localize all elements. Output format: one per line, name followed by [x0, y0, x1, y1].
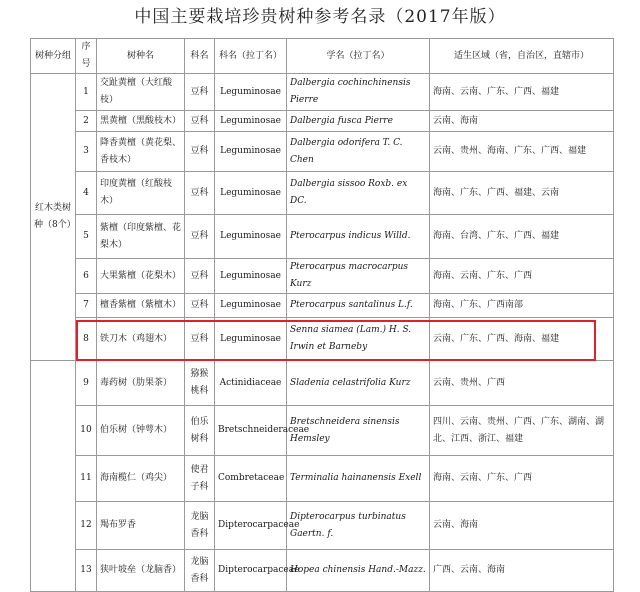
scientific-name: Dalbergia fusca Pierre — [287, 111, 430, 132]
family-latin: Leguminosae — [215, 111, 287, 132]
regions: 云南、贵州、广西 — [430, 361, 614, 406]
table-row-highlighted — [31, 318, 614, 361]
regions: 海南、广东、广西南部 — [430, 294, 614, 318]
table-row — [31, 259, 614, 294]
regions: 海南、云南、广东、广西、福建 — [430, 74, 614, 111]
family-latin: Leguminosae — [215, 318, 287, 361]
table-row — [31, 111, 614, 132]
row-number: 1 — [76, 74, 97, 111]
scientific-name: Pterocarpus macrocarpus Kurz — [287, 259, 430, 294]
family-latin: Leguminosae — [215, 215, 287, 259]
family-name: 豆科 — [185, 172, 215, 215]
family-latin: Leguminosae — [215, 259, 287, 294]
species-name: 伯乐树（钟萼木） — [97, 406, 185, 456]
species-name: 羯布罗香 — [97, 502, 185, 550]
regions: 海南、台湾、广东、广西、福建 — [430, 215, 614, 259]
species-name: 大果紫檀（花梨木） — [97, 259, 185, 294]
family-name: 豆科 — [185, 111, 215, 132]
table-row — [31, 132, 614, 172]
row-number: 11 — [76, 456, 97, 502]
family-name: 伯乐树科 — [185, 406, 215, 456]
table-row — [31, 456, 614, 502]
scientific-name: Senna siamea (Lam.) H. S. Irwin et Barneby — [287, 318, 430, 361]
table-row — [31, 406, 614, 456]
header-family-latin: 科名（拉丁名） — [215, 39, 287, 74]
scientific-name: Hopea chinensis Hand.-Mazz. — [287, 550, 430, 592]
row-number: 7 — [76, 294, 97, 318]
table-row — [31, 215, 614, 259]
family-name: 豆科 — [185, 259, 215, 294]
regions: 云南、广东、广西、海南、福建 — [430, 318, 614, 361]
regions: 海南、广东、广西、福建、云南 — [430, 172, 614, 215]
scientific-name: Terminalia hainanensis Exell — [287, 456, 430, 502]
family-latin: Leguminosae — [215, 294, 287, 318]
header-number: 序号 — [76, 39, 97, 74]
species-table — [30, 38, 614, 592]
regions: 四川、云南、贵州、广西、广东、湖南、湖北、江西、浙江、福建 — [430, 406, 614, 456]
scientific-name: Sladenia celastrifolia Kurz — [287, 361, 430, 406]
row-number: 4 — [76, 172, 97, 215]
species-name: 海南榄仁（鸡尖） — [97, 456, 185, 502]
table-row — [31, 294, 614, 318]
regions: 海南、云南、广东、广西 — [430, 259, 614, 294]
row-number: 8 — [76, 318, 97, 361]
row-number: 2 — [76, 111, 97, 132]
table-row — [31, 361, 614, 406]
family-latin: Leguminosae — [215, 172, 287, 215]
table-row — [31, 172, 614, 215]
scientific-name: Pterocarpus indicus Willd. — [287, 215, 430, 259]
family-name: 使君子科 — [185, 456, 215, 502]
family-name: 豆科 — [185, 294, 215, 318]
family-name: 豆科 — [185, 318, 215, 361]
header-category: 树种分组 — [31, 39, 76, 74]
species-name: 檀香紫檀（紫檀木） — [97, 294, 185, 318]
species-name: 黑黄檀（黑酸枝木） — [97, 111, 185, 132]
header-row — [31, 39, 614, 74]
family-name: 猕猴桃科 — [185, 361, 215, 406]
row-number: 9 — [76, 361, 97, 406]
scientific-name: Dalbergia cochinchinensis Pierre — [287, 74, 430, 111]
family-name: 豆科 — [185, 132, 215, 172]
row-number: 10 — [76, 406, 97, 456]
scientific-name: Dalbergia sissoo Roxb. ex DC. — [287, 172, 430, 215]
species-name: 交趾黄檀（大红酸枝） — [97, 74, 185, 111]
category-cell: 红木类树种（8个） — [31, 74, 76, 361]
row-number: 13 — [76, 550, 97, 592]
family-name: 龙脑香科 — [185, 502, 215, 550]
scientific-name: Pterocarpus santalinus L.f. — [287, 294, 430, 318]
family-latin: Actinidiaceae — [215, 361, 287, 406]
regions: 海南、云南、广东、广西 — [430, 456, 614, 502]
header-scientific-name: 学名（拉丁名） — [287, 39, 430, 74]
family-name: 豆科 — [185, 74, 215, 111]
page-title: 中国主要栽培珍贵树种参考名录（2017年版） — [134, 7, 506, 27]
table-row — [31, 74, 614, 111]
scientific-name: Dipterocarpus turbinatus Gaertn. f. — [287, 502, 430, 550]
species-name: 紫檀（印度紫檀、花梨木） — [97, 215, 185, 259]
family-latin: Dipterocarpaceae — [215, 502, 287, 550]
species-name: 降香黄檀（黄花梨、香枝木） — [97, 132, 185, 172]
scientific-name: Dalbergia odorifera T. C. Chen — [287, 132, 430, 172]
scientific-name: Bretschneidera sinensis Hemsley — [287, 406, 430, 456]
family-latin: Leguminosae — [215, 132, 287, 172]
family-name: 龙脑香科 — [185, 550, 215, 592]
regions: 云南、贵州、海南、广东、广西、福建 — [430, 132, 614, 172]
family-latin: Combretaceae — [215, 456, 287, 502]
species-name: 印度黄檀（红酸枝木） — [97, 172, 185, 215]
table-row — [31, 502, 614, 550]
species-name: 铁刀木（鸡翅木） — [97, 318, 185, 361]
row-number: 12 — [76, 502, 97, 550]
row-number: 6 — [76, 259, 97, 294]
species-name: 毒药树（肋果茶） — [97, 361, 185, 406]
row-number: 5 — [76, 215, 97, 259]
family-latin: Leguminosae — [215, 74, 287, 111]
regions: 云南、海南 — [430, 111, 614, 132]
family-latin: Dipterocarpaceae — [215, 550, 287, 592]
header-species-name: 树种名 — [97, 39, 185, 74]
header-family: 科名 — [185, 39, 215, 74]
row-number: 3 — [76, 132, 97, 172]
category-cell-empty — [31, 361, 76, 592]
table-row — [31, 550, 614, 592]
header-regions: 适生区域（省，自治区，直辖市） — [430, 39, 614, 74]
family-latin: Bretschneideraceae — [215, 406, 287, 456]
species-name: 狭叶坡垒（龙脑香） — [97, 550, 185, 592]
regions: 广西、云南、海南 — [430, 550, 614, 592]
regions: 云南、海南 — [430, 502, 614, 550]
family-name: 豆科 — [185, 215, 215, 259]
